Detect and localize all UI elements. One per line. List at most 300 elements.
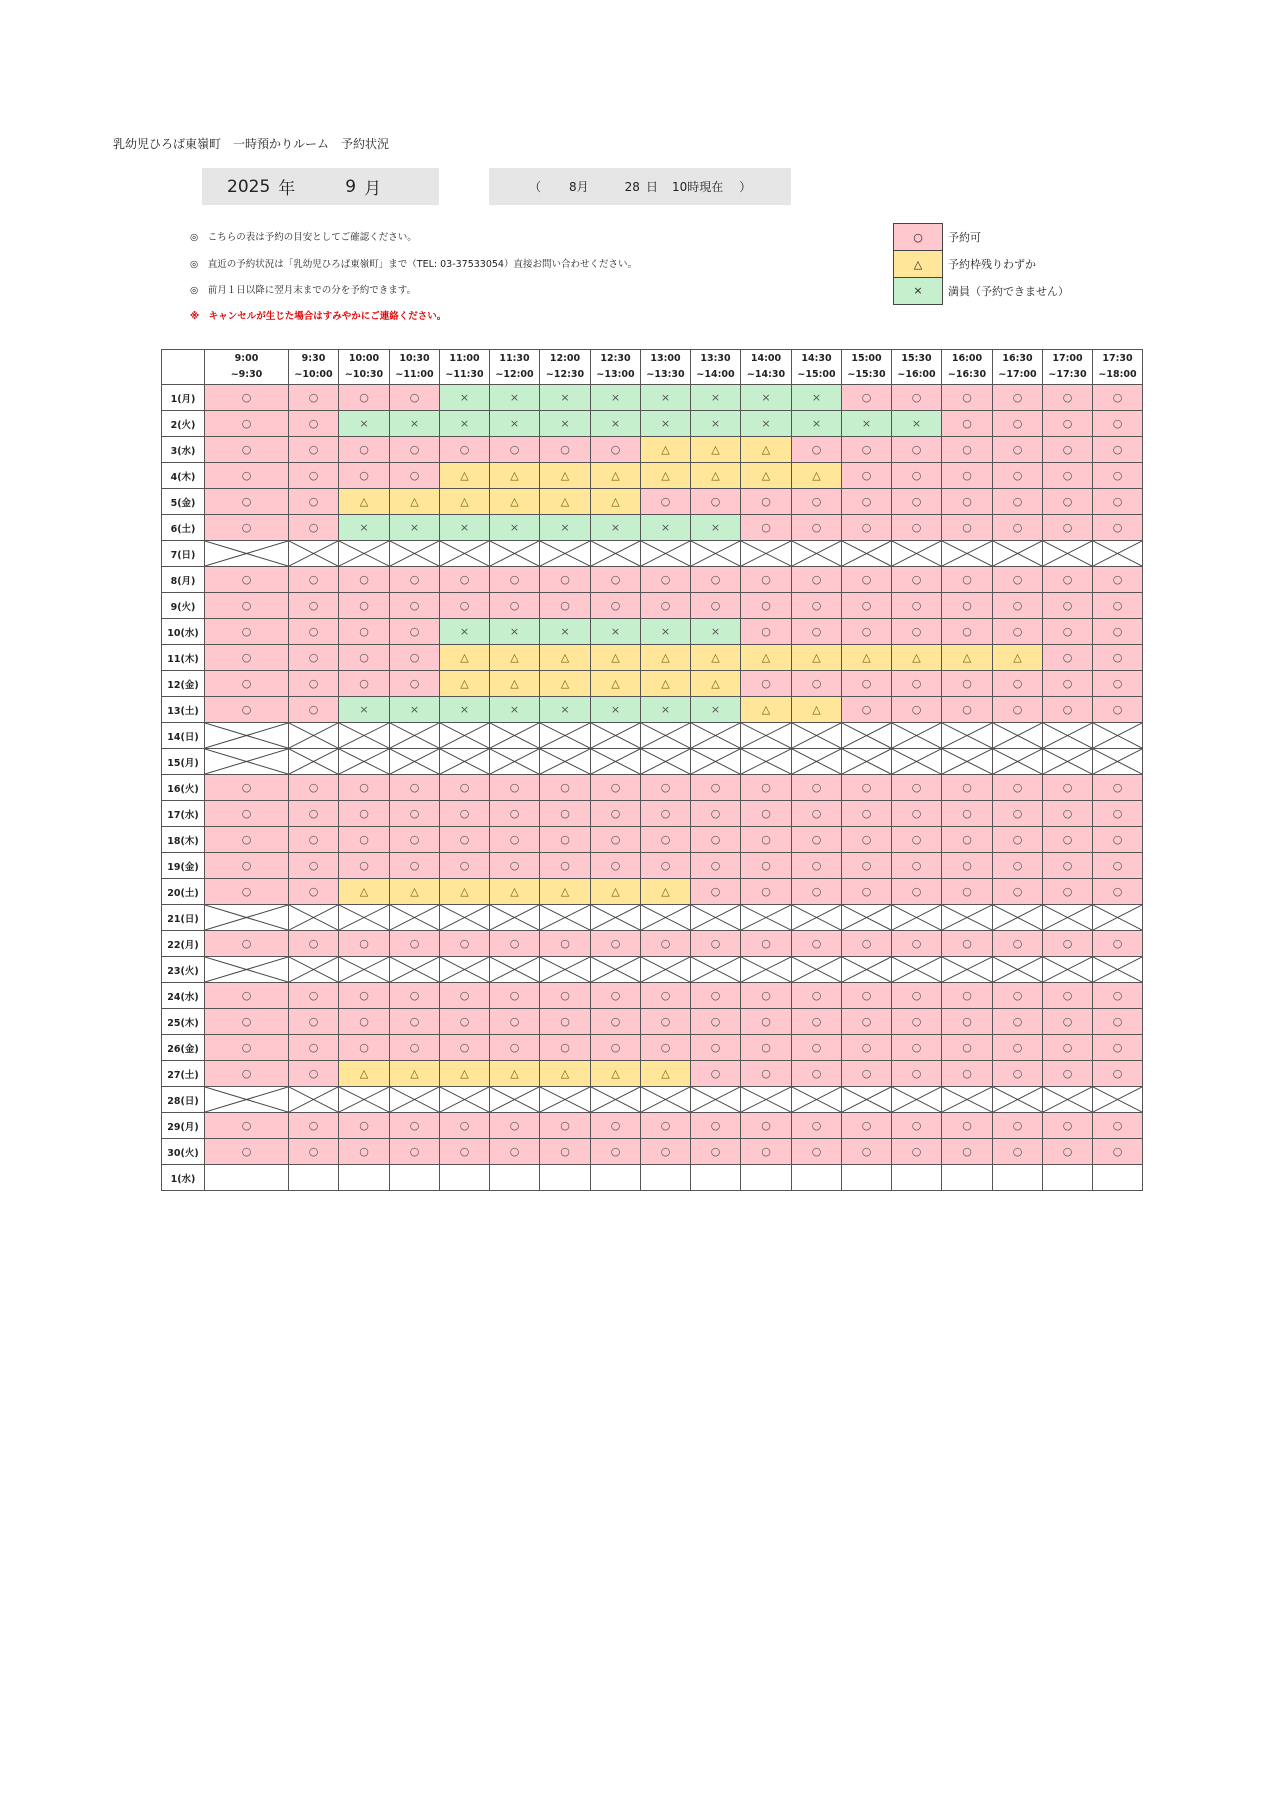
slot-available: ○ (1043, 411, 1093, 437)
slot-closed (641, 723, 691, 749)
slot-few-remaining: △ (440, 645, 490, 671)
slot-full: × (691, 697, 741, 723)
slot-available: ○ (339, 385, 390, 411)
day-row (162, 827, 1143, 853)
slot-few-remaining: △ (741, 697, 792, 723)
slot-available: ○ (205, 775, 289, 801)
slot-available: ○ (842, 593, 892, 619)
closed-cross-icon (792, 957, 841, 982)
slot-available: ○ (741, 775, 792, 801)
slot-available: ○ (892, 801, 942, 827)
slot-available: ○ (892, 879, 942, 905)
slot-closed (993, 723, 1043, 749)
slot-available: ○ (993, 489, 1043, 515)
closed-cross-icon (993, 541, 1042, 566)
as-of-month: 8月 (569, 180, 589, 194)
slot-available: ○ (490, 593, 540, 619)
slot-available: ○ (1043, 1035, 1093, 1061)
slot-available: ○ (792, 1009, 842, 1035)
slot-available: ○ (993, 1139, 1043, 1165)
closed-cross-icon (942, 541, 992, 566)
slot-available: ○ (1043, 593, 1093, 619)
closed-cross-icon (390, 749, 439, 774)
time-slot-header (792, 350, 842, 385)
closed-cross-icon (289, 957, 338, 982)
slot-available: ○ (792, 879, 842, 905)
slot-available: ○ (390, 593, 440, 619)
slot-available: ○ (1093, 775, 1143, 801)
slot-few-remaining: △ (540, 463, 591, 489)
slot-few-remaining: △ (892, 645, 942, 671)
slot-available: ○ (691, 1139, 741, 1165)
slot-available: ○ (440, 853, 490, 879)
slot-available: ○ (440, 1113, 490, 1139)
slot-available: ○ (591, 1009, 641, 1035)
slot-available: ○ (289, 697, 339, 723)
closed-cross-icon (390, 905, 439, 930)
day-row (162, 697, 1143, 723)
slot-closed (842, 1087, 892, 1113)
slot-full: × (540, 619, 591, 645)
as-of-day-unit: 日 (645, 180, 658, 194)
closed-cross-icon (490, 541, 539, 566)
slot-closed (591, 957, 641, 983)
slot-few-remaining: △ (641, 1061, 691, 1087)
slot-closed (842, 905, 892, 931)
slot-available: ○ (691, 879, 741, 905)
slot-available: ○ (1093, 437, 1143, 463)
slot-available: ○ (1043, 801, 1093, 827)
closed-cross-icon (792, 541, 841, 566)
slot-closed (741, 723, 792, 749)
slot-available: ○ (691, 983, 741, 1009)
slot-closed (842, 723, 892, 749)
slot-empty (842, 1165, 892, 1191)
slot-few-remaining: △ (440, 671, 490, 697)
time-slot-end: ~15:30 (847, 369, 886, 380)
slot-closed (993, 1087, 1043, 1113)
slot-available: ○ (641, 1009, 691, 1035)
day-label: 1(月) (162, 385, 205, 411)
slot-full: × (591, 411, 641, 437)
slot-available: ○ (641, 1035, 691, 1061)
slot-available: ○ (490, 1009, 540, 1035)
time-slot-header (540, 350, 591, 385)
slot-closed (289, 905, 339, 931)
slot-available: ○ (205, 619, 289, 645)
slot-available: ○ (792, 1035, 842, 1061)
slot-available: ○ (691, 1061, 741, 1087)
time-slot-header (993, 350, 1043, 385)
closed-cross-icon (741, 749, 791, 774)
slot-available: ○ (1043, 775, 1093, 801)
slot-available: ○ (339, 567, 390, 593)
slot-closed (440, 723, 490, 749)
time-slot-header (641, 350, 691, 385)
slot-available: ○ (205, 489, 289, 515)
slot-available: ○ (993, 697, 1043, 723)
slot-available: ○ (490, 801, 540, 827)
slot-available: ○ (741, 593, 792, 619)
slot-available: ○ (205, 879, 289, 905)
day-label: 4(木) (162, 463, 205, 489)
day-row (162, 1165, 1143, 1191)
closed-cross-icon (205, 957, 288, 982)
slot-closed (942, 541, 993, 567)
slot-available: ○ (993, 1061, 1043, 1087)
day-label: 24(水) (162, 983, 205, 1009)
slot-few-remaining: △ (390, 489, 440, 515)
slot-available: ○ (1043, 489, 1093, 515)
day-label: 20(土) (162, 879, 205, 905)
slot-full: × (390, 411, 440, 437)
closed-cross-icon (691, 723, 740, 748)
closed-cross-icon (540, 723, 590, 748)
closed-cross-icon (942, 957, 992, 982)
closed-cross-icon (490, 749, 539, 774)
slot-empty (993, 1165, 1043, 1191)
slot-available: ○ (289, 593, 339, 619)
slot-available: ○ (993, 411, 1043, 437)
time-slot-start: 10:30 (399, 353, 430, 364)
time-slot-end: ~18:00 (1098, 369, 1137, 380)
slot-available: ○ (440, 983, 490, 1009)
slot-available: ○ (205, 593, 289, 619)
slot-closed (741, 957, 792, 983)
slot-available: ○ (792, 619, 842, 645)
slot-full: × (641, 619, 691, 645)
slot-available: ○ (490, 437, 540, 463)
slot-available: ○ (942, 437, 993, 463)
slot-closed (792, 749, 842, 775)
slot-available: ○ (942, 1139, 993, 1165)
time-slot-end: ~16:00 (897, 369, 936, 380)
legend-item-full (893, 277, 1069, 304)
slot-available: ○ (490, 983, 540, 1009)
slot-available: ○ (842, 983, 892, 1009)
slot-few-remaining: △ (339, 489, 390, 515)
slot-closed (641, 749, 691, 775)
slot-available: ○ (591, 853, 641, 879)
slot-closed (842, 957, 892, 983)
day-label: 10(水) (162, 619, 205, 645)
slot-available: ○ (591, 437, 641, 463)
closed-cross-icon (1093, 957, 1142, 982)
slot-available: ○ (1043, 619, 1093, 645)
slot-available: ○ (1093, 645, 1143, 671)
slot-full: × (490, 697, 540, 723)
day-row (162, 567, 1143, 593)
closed-cross-icon (440, 723, 489, 748)
slot-available: ○ (205, 827, 289, 853)
slot-closed (490, 905, 540, 931)
time-slot-header (339, 350, 390, 385)
closed-cross-icon (1043, 957, 1092, 982)
slot-closed (1043, 749, 1093, 775)
slot-closed (1043, 723, 1093, 749)
time-slot-header (741, 350, 792, 385)
time-slot-start: 9:30 (301, 353, 326, 364)
slot-full: × (591, 619, 641, 645)
slot-available: ○ (792, 671, 842, 697)
slot-closed (792, 1087, 842, 1113)
slot-available: ○ (993, 515, 1043, 541)
slot-closed (540, 723, 591, 749)
slot-available: ○ (691, 489, 741, 515)
slot-available: ○ (993, 1009, 1043, 1035)
time-slot-start: 16:30 (1002, 353, 1033, 364)
slot-closed (741, 541, 792, 567)
slot-available: ○ (339, 619, 390, 645)
slot-available: ○ (339, 983, 390, 1009)
slot-available: ○ (1093, 671, 1143, 697)
slot-closed (993, 541, 1043, 567)
slot-full: × (540, 411, 591, 437)
legend-item-few (893, 250, 1069, 277)
slot-available: ○ (1093, 1113, 1143, 1139)
slot-closed (691, 957, 741, 983)
slot-available: ○ (390, 645, 440, 671)
slot-available: ○ (942, 1061, 993, 1087)
slot-closed (1043, 905, 1093, 931)
slot-available: ○ (993, 619, 1043, 645)
slot-closed (540, 541, 591, 567)
slot-few-remaining: △ (591, 879, 641, 905)
slot-closed (440, 1087, 490, 1113)
slot-closed (993, 749, 1043, 775)
slot-available: ○ (390, 385, 440, 411)
closed-cross-icon (390, 957, 439, 982)
slot-full: × (390, 697, 440, 723)
slot-available: ○ (842, 1009, 892, 1035)
closed-cross-icon (792, 749, 841, 774)
table-corner-cell (162, 350, 205, 385)
slot-closed (339, 723, 390, 749)
day-label: 2(火) (162, 411, 205, 437)
slot-full: × (490, 385, 540, 411)
slot-closed (205, 749, 289, 775)
slot-available: ○ (691, 853, 741, 879)
slot-full: × (691, 385, 741, 411)
slot-few-remaining: △ (540, 489, 591, 515)
slot-closed (339, 905, 390, 931)
slot-closed (892, 957, 942, 983)
slot-available: ○ (993, 437, 1043, 463)
slot-available: ○ (842, 1061, 892, 1087)
slot-available: ○ (1043, 515, 1093, 541)
slot-available: ○ (741, 489, 792, 515)
slot-available: ○ (591, 801, 641, 827)
slot-closed (205, 723, 289, 749)
slot-available: ○ (1043, 671, 1093, 697)
slot-available: ○ (339, 1035, 390, 1061)
slot-available: ○ (1093, 1139, 1143, 1165)
slot-available: ○ (490, 853, 540, 879)
slot-available: ○ (942, 385, 993, 411)
slot-closed (942, 723, 993, 749)
slot-full: × (691, 411, 741, 437)
slot-available: ○ (942, 489, 993, 515)
slot-available: ○ (942, 801, 993, 827)
slot-available: ○ (540, 931, 591, 957)
reservation-table (161, 349, 1143, 1191)
slot-closed (205, 905, 289, 931)
slot-closed (540, 957, 591, 983)
slot-available: ○ (1043, 567, 1093, 593)
slot-available: ○ (942, 853, 993, 879)
slot-few-remaining: △ (691, 645, 741, 671)
closed-cross-icon (1093, 1087, 1142, 1112)
closed-cross-icon (591, 541, 640, 566)
closed-cross-icon (691, 749, 740, 774)
slot-available: ○ (289, 619, 339, 645)
time-slot-start: 10:00 (348, 353, 380, 364)
slot-available: ○ (993, 931, 1043, 957)
closed-cross-icon (289, 541, 338, 566)
slot-available: ○ (942, 775, 993, 801)
slot-available: ○ (490, 775, 540, 801)
time-slot-header (591, 350, 641, 385)
slot-available: ○ (993, 853, 1043, 879)
day-row (162, 541, 1143, 567)
slot-available: ○ (691, 567, 741, 593)
slot-few-remaining: △ (339, 879, 390, 905)
slot-available: ○ (289, 853, 339, 879)
slot-empty (205, 1165, 289, 1191)
slot-available: ○ (390, 1009, 440, 1035)
slot-few-remaining: △ (691, 463, 741, 489)
slot-available: ○ (993, 385, 1043, 411)
slot-available: ○ (842, 385, 892, 411)
time-slot-header (1093, 350, 1143, 385)
slot-few-remaining: △ (540, 1061, 591, 1087)
slot-closed (892, 749, 942, 775)
slot-available: ○ (741, 879, 792, 905)
slot-available: ○ (205, 853, 289, 879)
slot-available: ○ (289, 931, 339, 957)
slot-full: × (440, 697, 490, 723)
slot-available: ○ (691, 801, 741, 827)
slot-available: ○ (1043, 697, 1093, 723)
slot-few-remaining: △ (339, 1061, 390, 1087)
slot-few-remaining: △ (490, 1061, 540, 1087)
slot-available: ○ (942, 1035, 993, 1061)
slot-available: ○ (842, 1035, 892, 1061)
legend-symbol-few: △ (893, 250, 943, 277)
slot-closed (490, 957, 540, 983)
slot-available: ○ (641, 983, 691, 1009)
closed-cross-icon (842, 905, 891, 930)
slot-available: ○ (741, 1061, 792, 1087)
slot-empty (942, 1165, 993, 1191)
closed-cross-icon (741, 541, 791, 566)
day-row (162, 619, 1143, 645)
slot-available: ○ (792, 1139, 842, 1165)
slot-closed (390, 957, 440, 983)
slot-available: ○ (289, 515, 339, 541)
slot-available: ○ (540, 1139, 591, 1165)
slot-available: ○ (205, 463, 289, 489)
slot-available: ○ (591, 983, 641, 1009)
slot-closed (490, 1087, 540, 1113)
slot-empty (641, 1165, 691, 1191)
slot-available: ○ (289, 879, 339, 905)
slot-full: × (641, 411, 691, 437)
slot-closed (440, 749, 490, 775)
slot-closed (591, 749, 641, 775)
slot-available: ○ (641, 931, 691, 957)
slot-few-remaining: △ (993, 645, 1043, 671)
day-row (162, 1139, 1143, 1165)
slot-few-remaining: △ (641, 879, 691, 905)
slot-empty (892, 1165, 942, 1191)
slot-closed (339, 957, 390, 983)
closed-cross-icon (792, 723, 841, 748)
slot-closed (842, 749, 892, 775)
time-slot-header (289, 350, 339, 385)
closed-cross-icon (691, 1087, 740, 1112)
closed-cross-icon (641, 749, 690, 774)
slot-available: ○ (792, 775, 842, 801)
slot-closed (741, 1087, 792, 1113)
slot-empty (1093, 1165, 1143, 1191)
closed-cross-icon (540, 957, 590, 982)
slot-full: × (440, 619, 490, 645)
slot-available: ○ (942, 983, 993, 1009)
slot-full: × (339, 515, 390, 541)
closed-cross-icon (892, 541, 941, 566)
slot-available: ○ (792, 853, 842, 879)
slot-available: ○ (641, 853, 691, 879)
slot-available: ○ (289, 411, 339, 437)
slot-available: ○ (691, 775, 741, 801)
slot-available: ○ (741, 515, 792, 541)
closed-cross-icon (942, 905, 992, 930)
closed-cross-icon (993, 905, 1042, 930)
day-row (162, 1061, 1143, 1087)
slot-available: ○ (390, 1113, 440, 1139)
slot-available: ○ (842, 619, 892, 645)
slot-closed (540, 905, 591, 931)
slot-closed (641, 905, 691, 931)
slot-available: ○ (691, 593, 741, 619)
slot-available: ○ (205, 1009, 289, 1035)
slot-few-remaining: △ (792, 697, 842, 723)
closed-cross-icon (641, 723, 690, 748)
slot-closed (842, 541, 892, 567)
slot-available: ○ (205, 671, 289, 697)
day-label: 7(日) (162, 541, 205, 567)
slot-available: ○ (289, 827, 339, 853)
slot-available: ○ (1043, 983, 1093, 1009)
day-label: 22(月) (162, 931, 205, 957)
slot-available: ○ (540, 983, 591, 1009)
slot-full: × (591, 697, 641, 723)
slot-closed (339, 749, 390, 775)
slot-few-remaining: △ (792, 645, 842, 671)
slot-available: ○ (842, 827, 892, 853)
month-unit: 月 (364, 179, 382, 199)
slot-available: ○ (792, 801, 842, 827)
closed-cross-icon (205, 905, 288, 930)
slot-available: ○ (942, 463, 993, 489)
slot-few-remaining: △ (741, 645, 792, 671)
time-slot-end: ~9:30 (230, 369, 263, 380)
time-slot-start: 13:00 (650, 353, 681, 364)
as-of-date-box (489, 168, 791, 205)
legend (893, 223, 1069, 304)
slot-available: ○ (641, 827, 691, 853)
